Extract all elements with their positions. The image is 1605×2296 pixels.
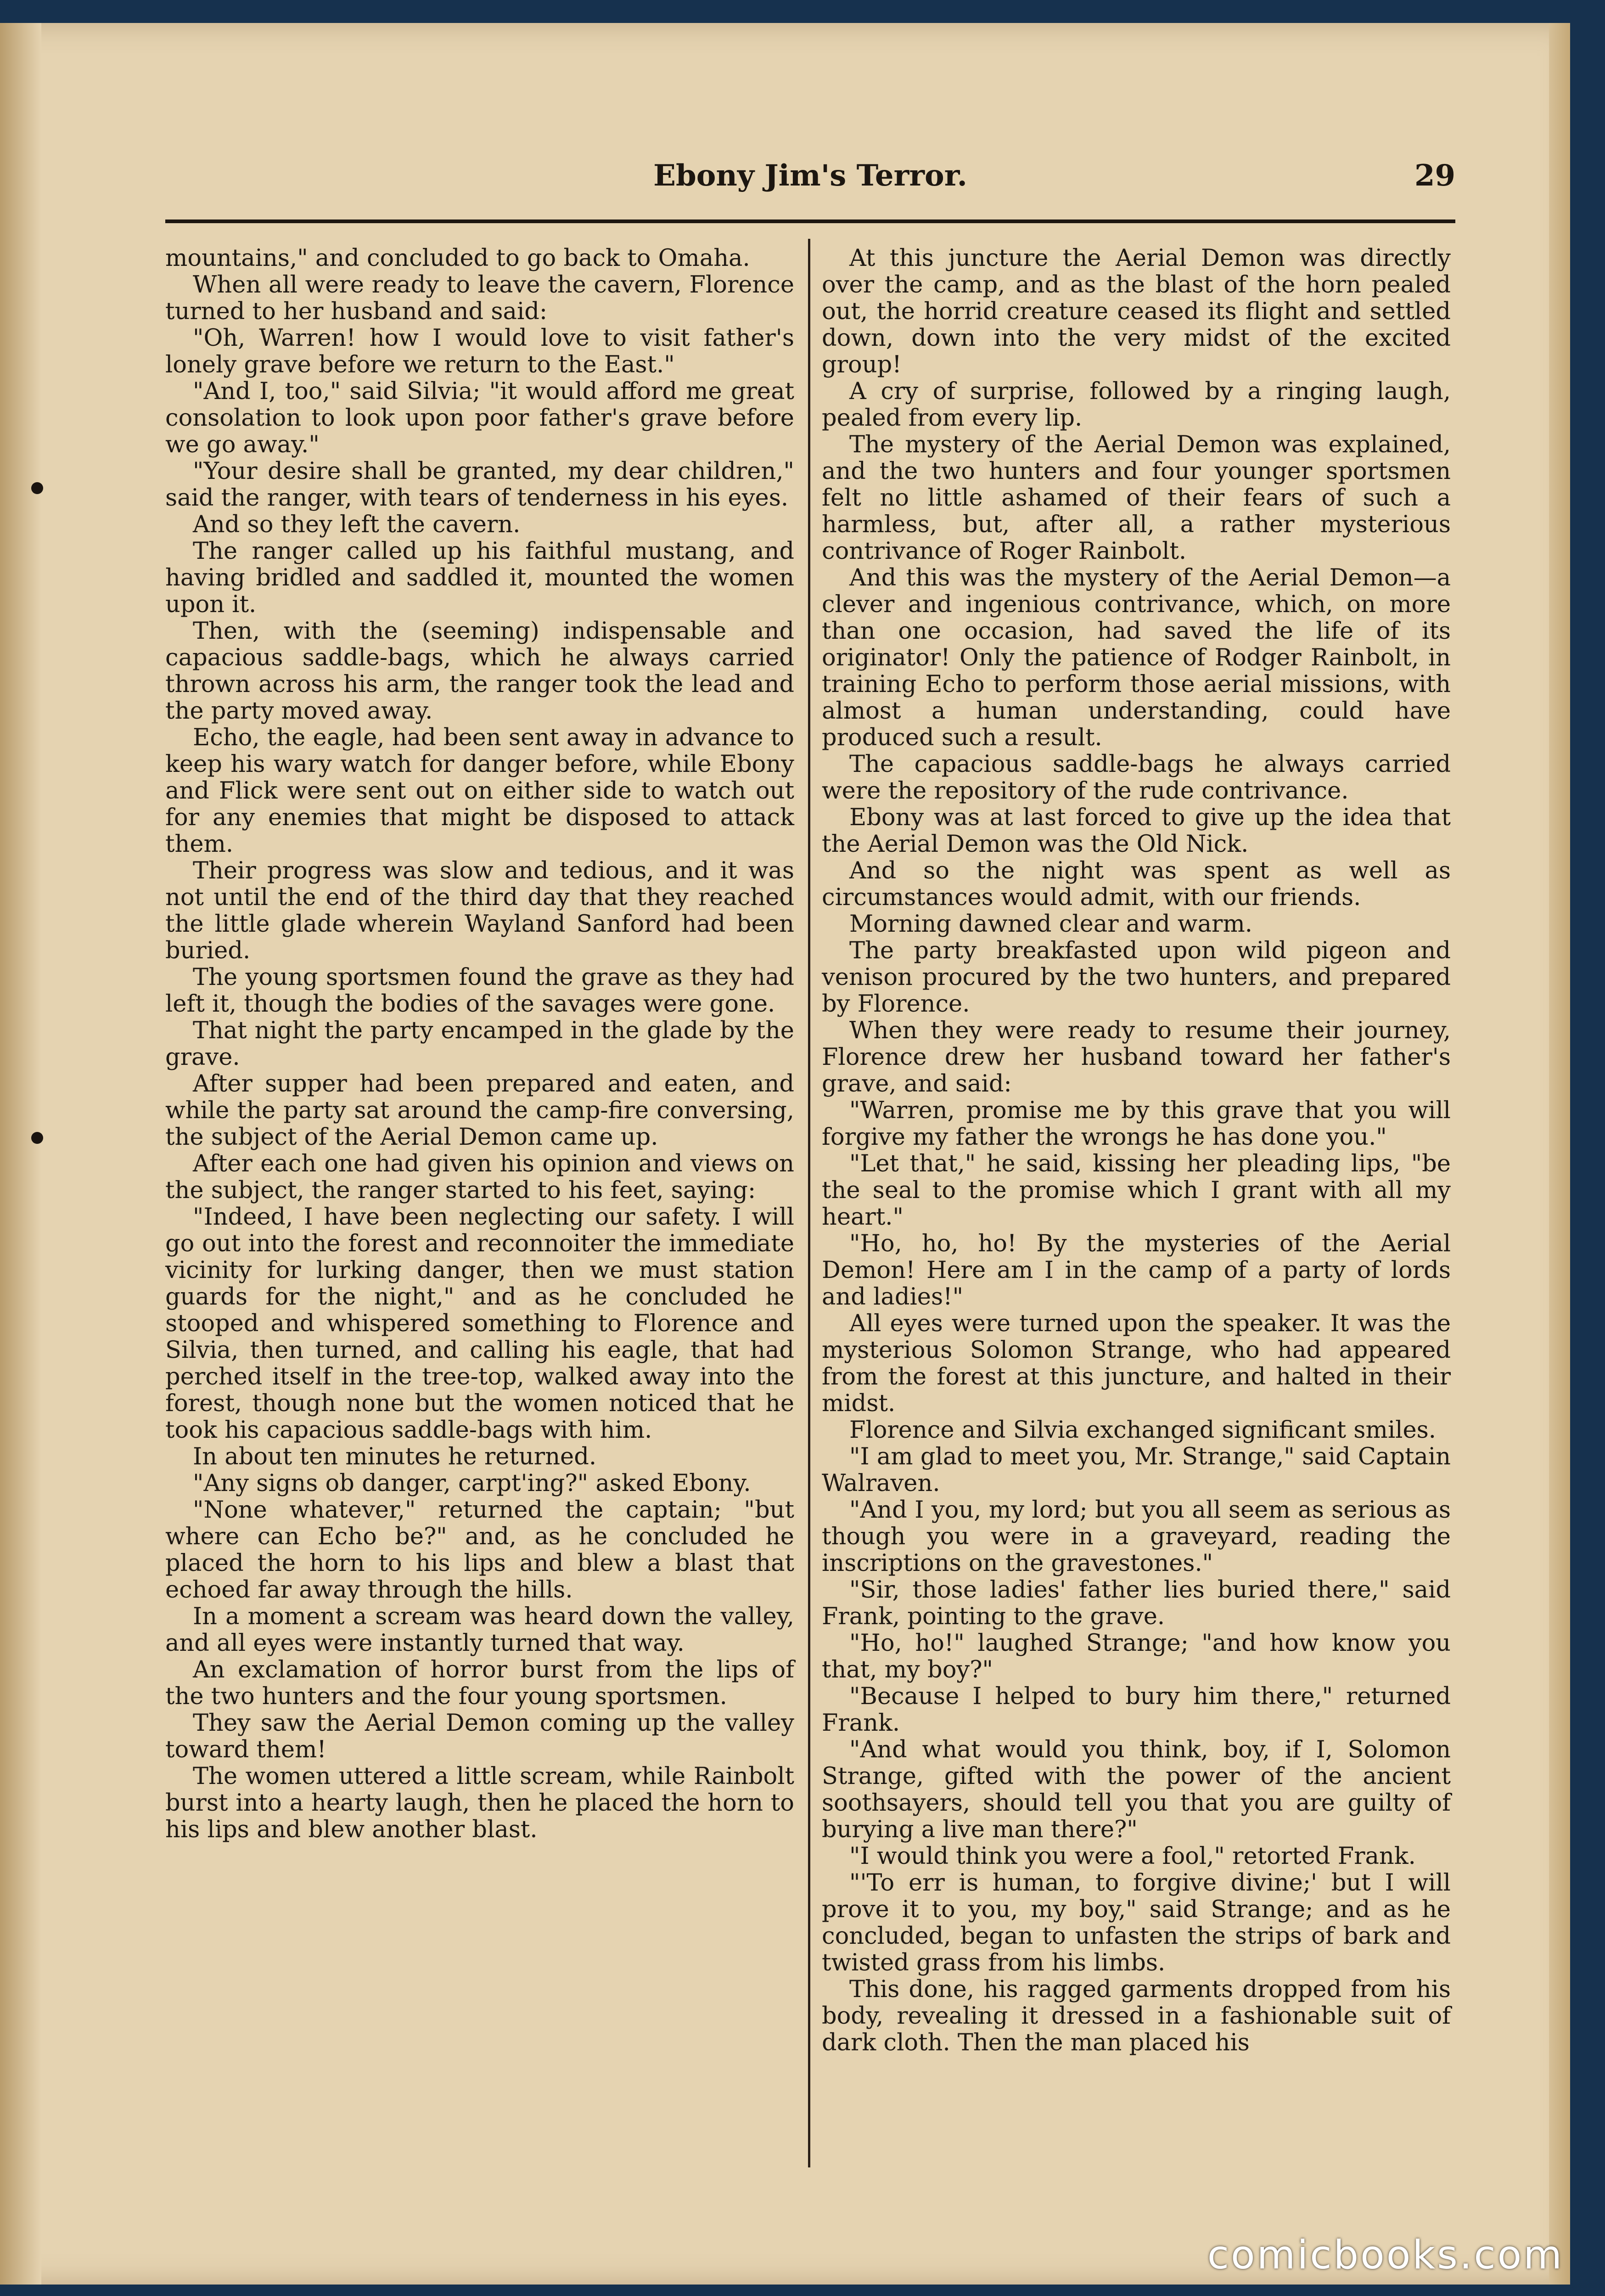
- binding-hole: [31, 1132, 43, 1144]
- paragraph: And this was the mystery of the Aerial Demon—a clever and ingenious contrivance, which, on more than one occasion, had saved the life of its originator! Only the patience of Rodger Rainbolt, in training Echo to perform those aerial missions, with almost a human understanding, could have produced such a result.: [822, 564, 1451, 751]
- paragraph: This done, his ragged garments dropped from his body, revealing it dressed in a fashionable suit of dark cloth. Then the man placed his: [822, 1976, 1451, 2056]
- paragraph: Morning dawned clear and warm.: [849, 911, 1252, 938]
- page-edge: [1549, 23, 1570, 2285]
- paragraph: "And I, too," said Silvia; "it would afford me great consolation to look upon poor father's grave before we go away.": [165, 378, 794, 458]
- paragraph: "Because I helped to bury him there," returned Frank.: [822, 1683, 1451, 1737]
- page-number: 29: [1414, 158, 1455, 193]
- left-column: [165, 245, 794, 1843]
- page-fold: [0, 23, 41, 2285]
- paragraph: The ranger called up his faithful mustang, and having bridled and saddled it, mounted the women upon it.: [165, 538, 794, 618]
- paragraph: Their progress was slow and tedious, and it was not until the end of the third day that they reached the little glade wherein Wayland Sanford had been buried.: [165, 857, 794, 964]
- paragraph: "I am glad to meet you, Mr. Strange," said Captain Walraven.: [822, 1443, 1451, 1497]
- paragraph: Echo, the eagle, had been sent away in advance to keep his wary watch for danger before, while Ebony and Flick were sent out on either side to watch out for any enemies that might be disposed to attack them.: [165, 724, 794, 858]
- paragraph: "Ho, ho, ho! By the mysteries of the Aerial Demon! Here am I in the camp of a party of lords and ladies!": [822, 1230, 1451, 1311]
- paragraph: At this juncture the Aerial Demon was directly over the camp, and as the blast of the horn pealed out, the horrid creature ceased its flight and settled down, down into the very midst of the excited group!: [822, 245, 1451, 378]
- paragraph: A cry of surprise, followed by a ringing laugh, pealed from every lip.: [822, 378, 1451, 432]
- paragraph: An exclamation of horror burst from the lips of the two hunters and the four young sportsmen.: [165, 1656, 794, 1710]
- binding-hole: [31, 482, 43, 494]
- paragraph: "'To err is human, to forgive divine;' but I will prove it to you, my boy," said Strange; and as he concluded, began to unfasten the strips of bark and twisted grass from his limbs.: [822, 1869, 1451, 1976]
- paragraph: "Warren, promise me by this grave that you will forgive my father the wrongs he has done you.": [822, 1097, 1451, 1151]
- right-column: [822, 245, 1451, 2056]
- book-page: [0, 23, 1570, 2285]
- paragraph: All eyes were turned upon the speaker. It was the mysterious Solomon Strange, who had appeared from the forest at this juncture, and halted in their midst.: [822, 1310, 1451, 1417]
- paragraph: The mystery of the Aerial Demon was explained, and the two hunters and four younger sportsmen felt no little ashamed of their fears of such a harmless, but, after all, a rather mysterious contrivance of Roger Rainbolt.: [822, 431, 1451, 565]
- paragraph: In about ten minutes he returned.: [193, 1443, 597, 1470]
- paragraph: "Let that," he said, kissing her pleading lips, "be the seal to the promise which I grant with all my heart.": [822, 1150, 1451, 1231]
- column-divider: [808, 239, 810, 2167]
- paragraph: mountains," and concluded to go back to Omaha.: [165, 245, 750, 272]
- paragraph: "Any signs ob danger, carpt'ing?" asked Ebony.: [193, 1470, 751, 1497]
- paragraph: The capacious saddle-bags he always carried were the repository of the rude contrivance.: [822, 751, 1451, 805]
- paragraph: And so they left the cavern.: [193, 511, 521, 538]
- paragraph: Florence and Silvia exchanged significant smiles.: [849, 1417, 1437, 1444]
- paragraph: After each one had given his opinion and views on the subject, the ranger started to his feet, saying:: [165, 1150, 794, 1204]
- paragraph: They saw the Aerial Demon coming up the valley toward them!: [165, 1710, 794, 1763]
- paragraph: "And I you, my lord; but you all seem as serious as though you were in a graveyard, reading the inscriptions on the gravestones.": [822, 1497, 1451, 1577]
- paragraph: "And what would you think, boy, if I, Solomon Strange, gifted with the power of the ancient soothsayers, should tell you that you are guilty of burying a live man there?": [822, 1736, 1451, 1843]
- paragraph: "Sir, those ladies' father lies buried there," said Frank, pointing to the grave.: [822, 1576, 1451, 1630]
- paragraph: The women uttered a little scream, while Rainbolt burst into a hearty laugh, then he placed the horn to his lips and blew another blast.: [165, 1763, 794, 1843]
- paragraph: When all were ready to leave the cavern, Florence turned to her husband and said:: [165, 271, 794, 325]
- paragraph: That night the party encamped in the glade by the grave.: [165, 1017, 794, 1071]
- paragraph: "Ho, ho!" laughed Strange; "and how know you that, my boy?": [822, 1630, 1451, 1683]
- watermark: comicbooks.com: [1207, 2232, 1564, 2278]
- paragraph: "I would think you were a fool," retorted Frank.: [849, 1843, 1416, 1870]
- header-rule: [165, 219, 1455, 223]
- paragraph: "Indeed, I have been neglecting our safety. I will go out into the forest and reconnoiter the immediate vicinity for lurking danger, then we must station guards for the night," and as he concluded he stooped and whispered something to Florence and Silvia, then turned, and calling his eagle, that had perched itself in the tree-top, walked away into the forest, though none but the women noticed that he took his capacious saddle-bags with him.: [165, 1204, 794, 1444]
- paragraph: Then, with the (seeming) indispensable and capacious saddle-bags, which he always carried thrown across his arm, the ranger took the lead and the party moved away.: [165, 618, 794, 725]
- paragraph: The young sportsmen found the grave as they had left it, though the bodies of the savages were gone.: [165, 964, 794, 1018]
- paragraph: When they were ready to resume their journey, Florence drew her husband toward her father's grave, and said:: [822, 1017, 1451, 1097]
- paragraph: "Oh, Warren! how I would love to visit father's lonely grave before we return to the East.": [165, 325, 794, 378]
- paragraph: In a moment a scream was heard down the valley, and all eyes were instantly turned that way.: [165, 1603, 794, 1657]
- paragraph: And so the night was spent as well as circumstances would admit, with our friends.: [822, 857, 1451, 911]
- paragraph: The party breakfasted upon wild pigeon and venison procured by the two hunters, and prepared by Florence.: [822, 937, 1451, 1018]
- paragraph: Ebony was at last forced to give up the idea that the Aerial Demon was the Old Nick.: [822, 804, 1451, 858]
- running-title: Ebony Jim's Terror.: [653, 158, 967, 193]
- paragraph: "None whatever," returned the captain; "but where can Echo be?" and, as he concluded he placed the horn to his lips and blew a blast that echoed far away through the hills.: [165, 1497, 794, 1604]
- paragraph: "Your desire shall be granted, my dear children," said the ranger, with tears of tenderness in his eyes.: [165, 458, 794, 512]
- page-header: [165, 149, 1455, 209]
- paragraph: After supper had been prepared and eaten, and while the party sat around the camp-fire conversing, the subject of the Aerial Demon came up.: [165, 1070, 794, 1151]
